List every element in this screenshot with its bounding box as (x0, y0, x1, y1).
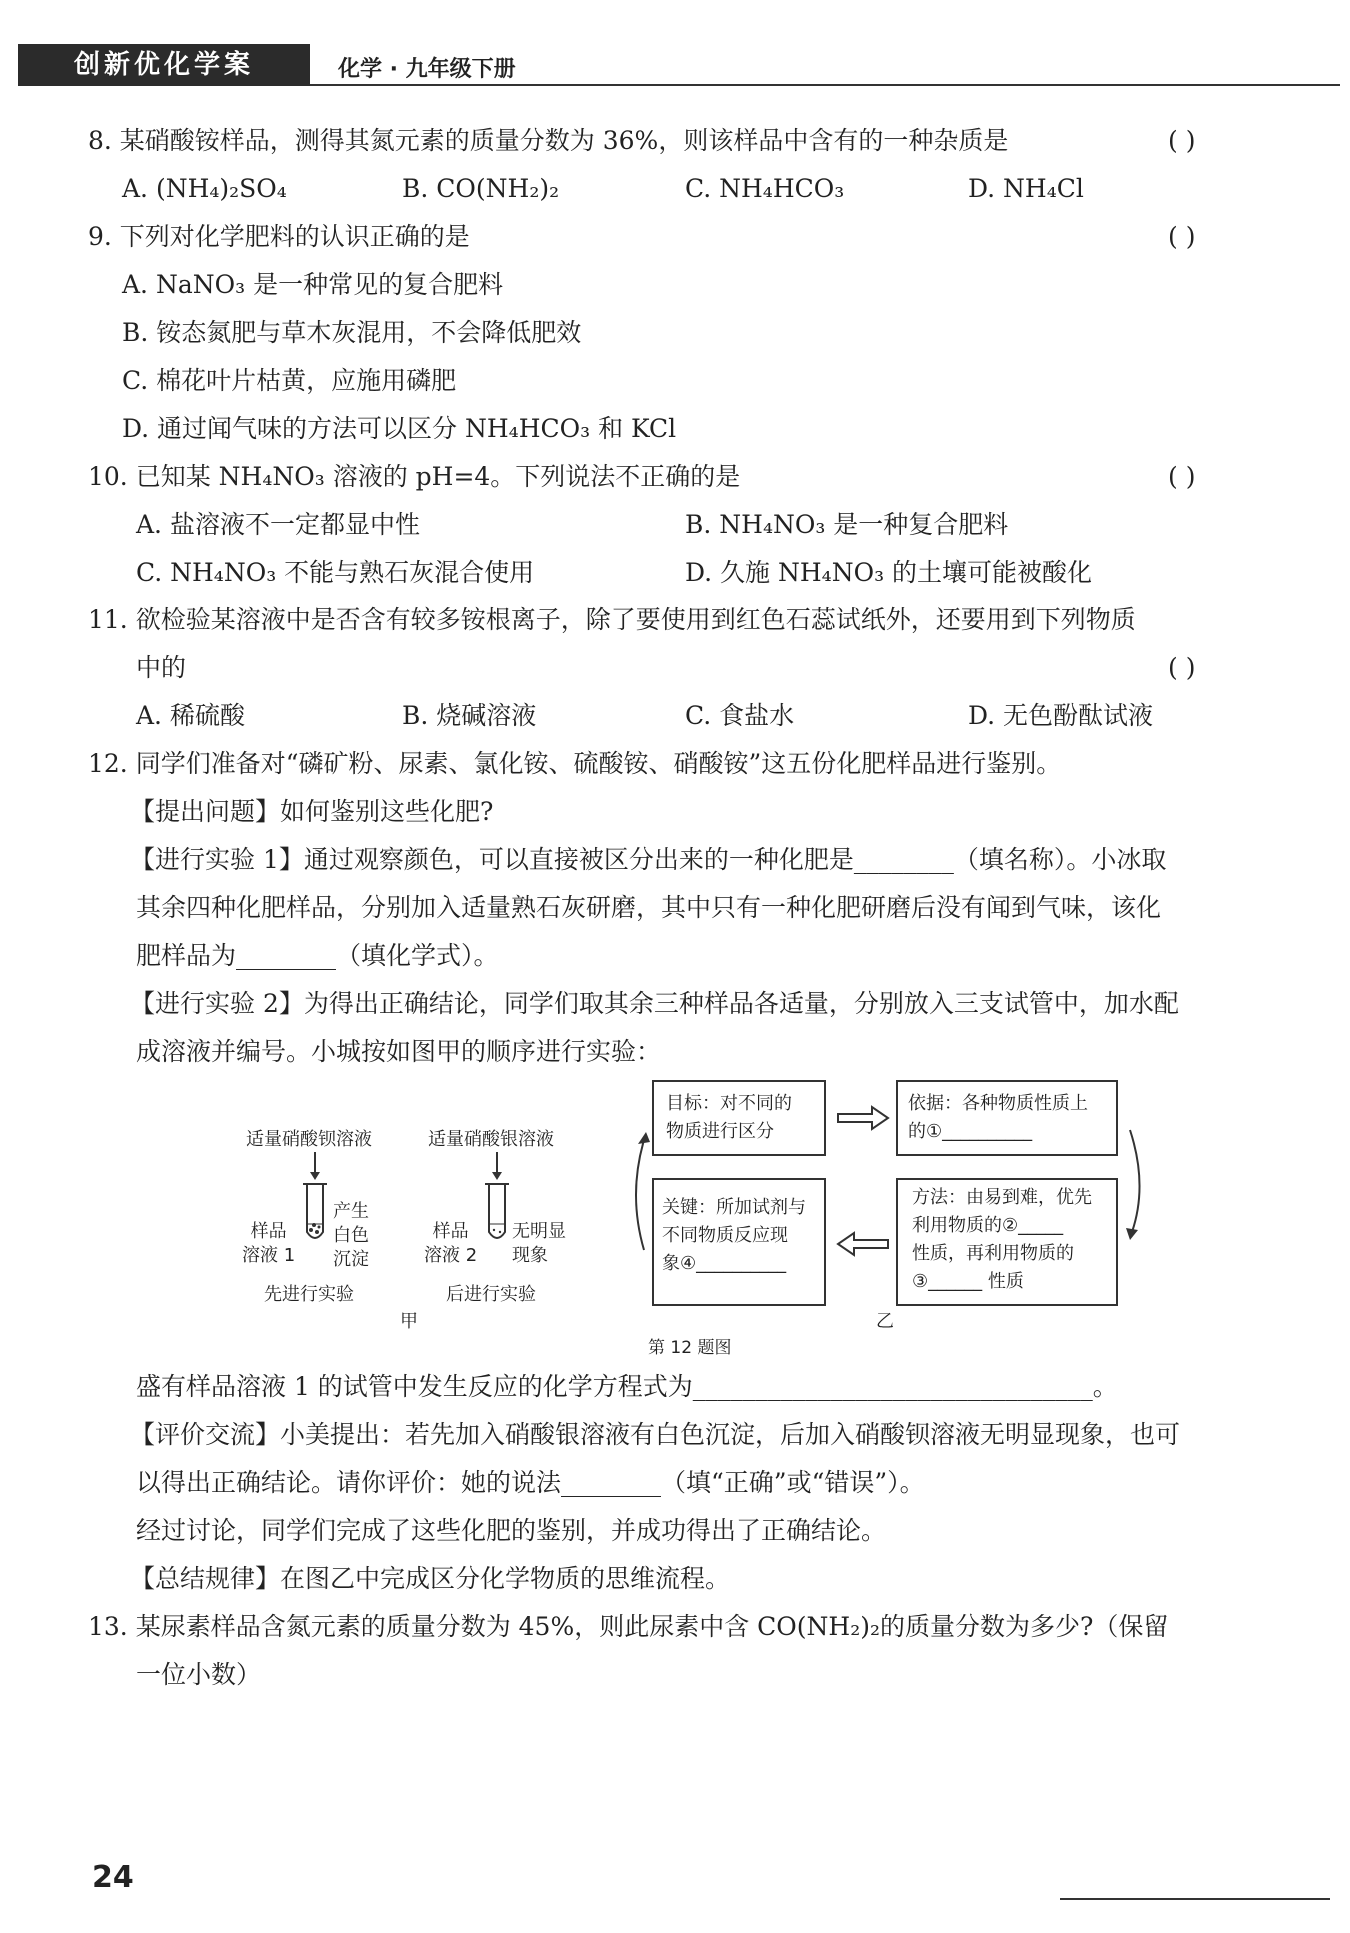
q8-option-d: D. NH₄Cl (968, 174, 1084, 203)
book-subtitle: 化学 · 九年级下册 (338, 57, 516, 82)
q11-stem-line1: 11. 欲检验某溶液中是否含有较多铵根离子，除了要使用到红色石蕊试纸外，还要用到下列物质 (88, 605, 1136, 634)
q11-option-b: B. 烧碱溶液 (402, 701, 537, 730)
curve-arrow-right (1130, 1130, 1140, 1232)
q9-option-a: A. NaNO₃ 是一种常见的复合肥料 (122, 270, 504, 299)
right-result-label: 无明显 现象 (512, 1221, 566, 1266)
flow-arrows (620, 1080, 1160, 1310)
q12-ask-question: 【提出问题】如何鉴别这些化肥? (130, 797, 494, 826)
figure-caption: 第 12 题图 (648, 1338, 732, 1358)
q12-experiment2-line1: 【进行实验 2】为得出正确结论，同学们取其余三种样品各适量，分别放入三支试管中，加水配 (130, 989, 1179, 1018)
q13-stem-line2: 一位小数） (136, 1660, 262, 1689)
q12-evaluation-line1: 【评价交流】小美提出：若先加入硝酸银溶液有白色沉淀，后加入硝酸钡溶液无明显现象，也可 (130, 1420, 1181, 1449)
q12-equation-line: 盛有样品溶液 1 的试管中发生反应的化学方程式为________________________________。 (136, 1372, 1118, 1401)
left-sample-label: 样品 溶液 1 (242, 1221, 296, 1266)
q13-stem-line1: 13. 某尿素样品含氮元素的质量分数为 45%，则此尿素中含 CO(NH₂)₂的质量分数为多少?（保留 (88, 1612, 1169, 1641)
flow-box-key-text: 关键：所加试剂与 不同物质反应现 象④__________ (662, 1197, 806, 1274)
q8-option-a: A. (NH₄)₂SO₄ (122, 174, 287, 203)
header-rule (310, 84, 1340, 86)
q10-answer-paren: ( ) (1168, 462, 1196, 491)
q11-option-a: A. 稀硫酸 (136, 701, 245, 730)
q9-stem: 9. 下列对化学肥料的认识正确的是 (88, 222, 470, 251)
q12-experiment1-line1: 【进行实验 1】通过观察颜色，可以直接被区分出来的一种化肥是________（填名称）。小冰取 (130, 845, 1167, 874)
q8-stem: 8. 某硝酸铵样品，测得其氮元素的质量分数为 36%，则该样品中含有的一种杂质是 (88, 126, 1009, 155)
q8-option-b: B. CO(NH₂)₂ (402, 174, 560, 203)
arrow-left (838, 1233, 888, 1255)
curve-arrow-left (636, 1140, 644, 1250)
q12-evaluation-line2: 以得出正确结论。请你评价：她的说法________（填“正确”或“错误”）。 (136, 1468, 925, 1497)
arrow-right (838, 1107, 888, 1129)
q8-answer-paren: ( ) (1168, 126, 1196, 155)
q12-experiment1-line2: 其余四种化肥样品，分别加入适量熟石灰研磨，其中只有一种化肥研磨后没有闻到气味，该化 (136, 893, 1162, 922)
q12-summary: 【总结规律】在图乙中完成区分化学物质的思维流程。 (130, 1564, 731, 1593)
q11-answer-paren: ( ) (1168, 653, 1196, 682)
footer-rule (1060, 1898, 1330, 1900)
q12-experiment2-line2: 成溶液并编号。小城按如图甲的顺序进行实验： (136, 1037, 662, 1066)
q10-option-d: D. 久施 NH₄NO₃ 的土壤可能被酸化 (685, 558, 1093, 587)
q12-stem: 12. 同学们准备对“磷矿粉、尿素、氯化铵、硫酸铵、硝酸铵”这五份化肥样品进行鉴别。 (88, 749, 1062, 778)
q12-experiment1-line3: 肥样品为________（填化学式）。 (136, 941, 499, 970)
q9-answer-paren: ( ) (1168, 222, 1196, 251)
q10-option-b: B. NH₄NO₃ 是一种复合肥料 (685, 510, 1009, 539)
q12-discussion: 经过讨论，同学们完成了这些化肥的鉴别，并成功得出了正确结论。 (136, 1516, 887, 1545)
q10-option-c: C. NH₄NO₃ 不能与熟石灰混合使用 (136, 558, 535, 587)
page-header (18, 44, 1318, 86)
flow-box-goal-text: 目标：对不同的 物质进行区分 (666, 1093, 792, 1142)
page-number: 24 (92, 1860, 134, 1895)
q8-option-c: C. NH₄HCO₃ (685, 174, 845, 203)
left-reagent-label: 适量硝酸钡溶液 (246, 1129, 372, 1150)
left-order-label: 先进行实验 (264, 1284, 354, 1305)
q10-stem: 10. 已知某 NH₄NO₃ 溶液的 pH=4。下列说法不正确的是 (88, 462, 741, 491)
right-sample-label: 样品 溶液 2 (424, 1221, 478, 1266)
q11-option-d: D. 无色酚酞试液 (968, 701, 1154, 730)
left-result-label: 产生 白色 沉淀 (333, 1201, 369, 1270)
figure-jia-label: 甲 (400, 1311, 418, 1332)
q9-option-c: C. 棉花叶片枯黄，应施用磷肥 (122, 366, 457, 395)
right-reagent-label: 适量硝酸银溶液 (428, 1129, 554, 1150)
flow-box-basis-text: 依据：各种物质性质上 的①__________ (908, 1093, 1088, 1142)
flow-box-method-text: 方法：由易到难，优先 利用物质的②_____ 性质，再利用物质的 ③______ 性质 (912, 1187, 1092, 1292)
brand-logo: 创新优化学案 (18, 44, 310, 86)
right-test-tube (489, 1184, 505, 1238)
q9-option-b: B. 铵态氮肥与草木灰混用，不会降低肥效 (122, 318, 582, 347)
q10-option-a: A. 盐溶液不一定都显中性 (136, 510, 420, 539)
right-order-label: 后进行实验 (446, 1284, 536, 1305)
q9-option-d: D. 通过闻气味的方法可以区分 NH₄HCO₃ 和 KCl (122, 414, 677, 443)
q11-stem-line2: 中的 (136, 653, 187, 682)
figure-yi-label: 乙 (876, 1311, 894, 1332)
q11-option-c: C. 食盐水 (685, 701, 795, 730)
